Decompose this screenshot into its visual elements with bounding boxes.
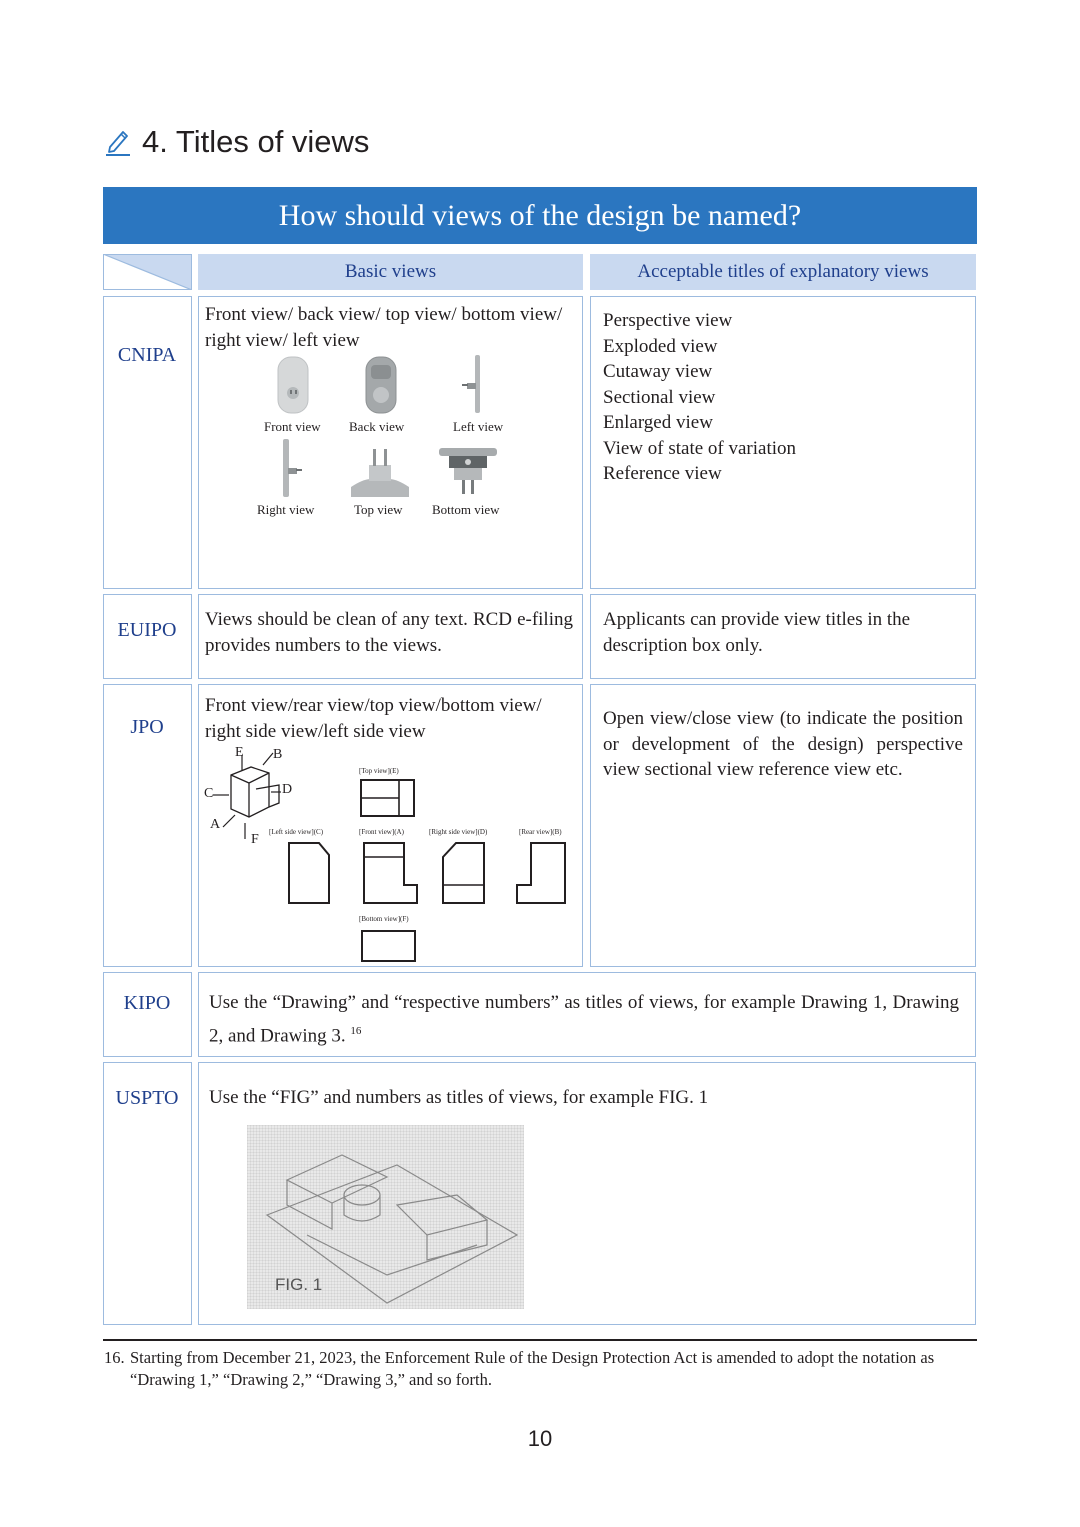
uspto-fig-drawing (247, 1125, 524, 1309)
jpo-explanatory-views: Open view/close view (to indicate the position or development of the design) perspective view sectional view reference view etc. (590, 684, 976, 967)
cnipa-explanatory-views (590, 296, 976, 589)
office-jpo: JPO (103, 684, 192, 967)
office-kipo: KIPO (103, 972, 192, 1057)
header-basic-views: Basic views (198, 254, 583, 290)
list-item: Cutaway view (603, 361, 713, 382)
left-side-view-drawing (289, 843, 329, 903)
caption-top-view: Top view (354, 502, 403, 517)
kipo-view-titles: Use the “Drawing” and “respective numbers” as titles of views, for example Drawing 1, Drawing 2, and Drawing 3. $^{16}$ (198, 972, 976, 1057)
office-euipo: EUIPO (103, 594, 192, 679)
jpo-basic-views: Front view/rear view/top view/bottom view/ right side view/left side view E B C D A F [Top view](E) [Left side view](C) [Front view](A) [Right side view](D) [Rear view](B) [Bottom view](F) (198, 684, 583, 967)
pencil-icon (104, 127, 132, 157)
caption-front-view: Front view (264, 419, 321, 434)
right-side-view-drawing (443, 843, 484, 903)
front-view-image (278, 357, 308, 413)
office-uspto: USPTO (103, 1062, 192, 1325)
jpo-orthographic-views (199, 763, 581, 963)
list-item: Perspective view (603, 310, 733, 331)
bottom-view-image (439, 448, 497, 494)
bottom-view-drawing (362, 931, 415, 961)
list-item: Reference view (603, 463, 722, 484)
caption-back-view: Back view (349, 419, 405, 434)
right-view-image (283, 439, 302, 497)
euipo-basic-views: Views should be clean of any text. RCD e-filing provides numbers to the views. (198, 594, 583, 679)
cnipa-basic-text: Front view/ back view/ top view/ bottom view/ right view/ left view (205, 304, 563, 351)
caption-right-view: Right view (257, 502, 315, 517)
list-item: Enlarged view (603, 412, 713, 433)
diagonal-divider (103, 254, 192, 290)
section-title: 4. Titles of views (142, 124, 370, 159)
rear-view-drawing (517, 843, 565, 903)
cnipa-basic-views (198, 296, 583, 589)
corner-cell (103, 254, 192, 290)
back-view-image (366, 357, 396, 413)
header-explanatory-views: Acceptable titles of explanatory views (590, 254, 976, 290)
top-view-image (351, 449, 409, 497)
caption-bottom-view: Bottom view (432, 502, 500, 517)
office-cnipa: CNIPA (103, 296, 192, 589)
explanatory-list (603, 308, 796, 487)
page-number: 10 (527, 1426, 553, 1451)
uspto-view-titles: Use the “FIG” and numbers as titles of views, for example FIG. 1 FIG. 1 (198, 1062, 976, 1325)
list-item: Sectional view (603, 386, 716, 408)
section-heading (104, 124, 369, 160)
list-item: View of state of variation (603, 437, 797, 459)
footnote-ref: 16 (350, 1025, 362, 1037)
front-view-drawing (364, 843, 417, 903)
left-view-image (462, 355, 480, 413)
caption-left-view: Left view (453, 419, 504, 434)
euipo-explanatory-views: Applicants can provide view titles in the description box only. (590, 594, 976, 679)
list-item: Exploded view (603, 335, 718, 357)
fig-label: FIG. 1 (275, 1275, 323, 1294)
footnote: 16. Starting from December 21, 2023, the Enforcement Rule of the Design Protection Act is amended to adopt the notation as “Drawing 1,” “Drawing 2,” “Drawing 3,” and so forth. (104, 1348, 935, 1389)
footnote-divider (103, 1339, 977, 1341)
table-banner: How should views of the design be named? (103, 187, 977, 244)
